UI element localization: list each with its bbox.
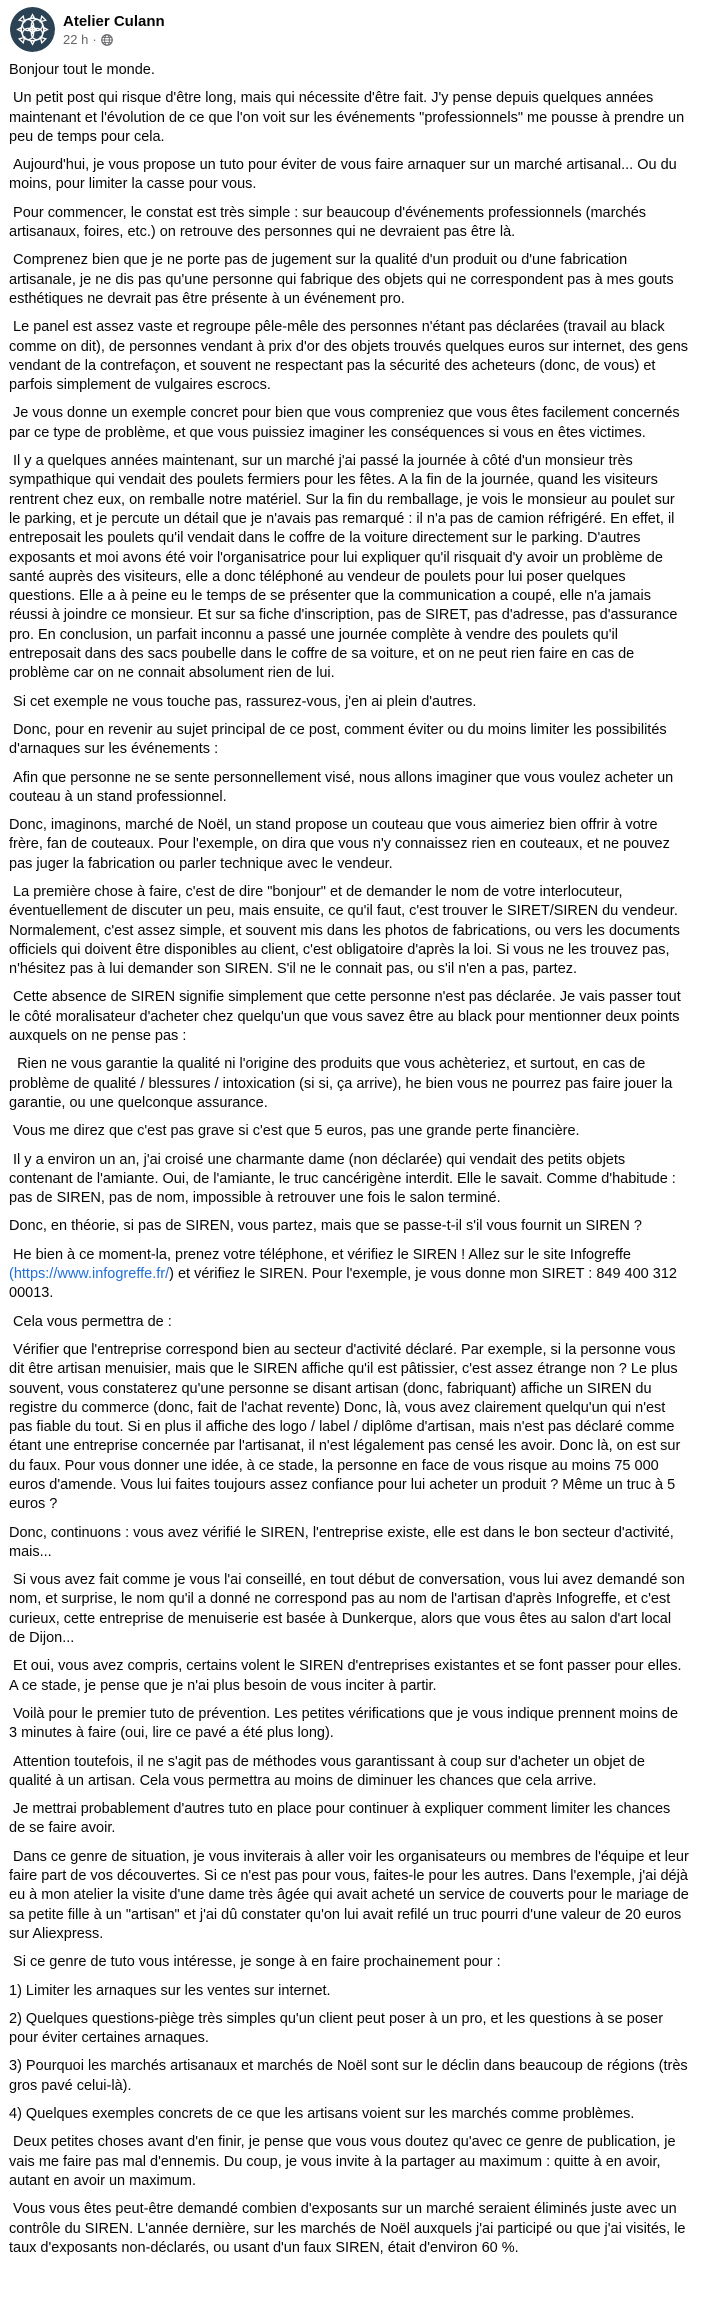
post-paragraph — [9, 1982, 690, 2001]
paragraph-text: Il y a quelques années maintenant, sur un marché j'ai passé la journée à côté d'un monsieur très sympathique qui vendait des poulets fermiers pour les fêtes. A la fin de la journée, quand les visiteurs rentrent chez eux, on remballe notre matériel. Sur la fin du remballage, je vois le monsieur au poulet sur le parking, et je percute un détail que je n'avais pas remarqué : il n'a pas de camion réfrigéré. En effet, il entreposait les poulets qu'il vendait dans le coffre de la voiture directement sur le parking. D'autres exposants et moi avons été voir l'organisatrice pour lui expliquer qu'il risquait d'y avoir un problème de santé auprès des visiteurs, elle a donc téléphoné au vendeur de poulets pour lui poser quelques questions. Elle a à peine eu le temps de se présenter que la communication a coupé, elle n'a jamais réussi à joindre ce monsieur. Et sur sa fiche d'inscription, pas de SIRET, pas d'adresse, pas d'assurance pro. En conclusion, un parfait inconnu a passé une journée complète à vendre des poulets qu'il entreposait dans des sacs poubelle dans le coffre de sa voiture, et on ne peut rien faire en cas de problème car on ne connait absolument rien de lui. — [9, 453, 682, 682]
post-paragraph — [9, 2105, 690, 2124]
paragraph-text: La première chose à faire, c'est de dire "bonjour" et de demander le nom de votre interlocuteur, éventuellement de discuter un peu, mais ensuite, ce qu'il faut, c'est trouver le SIRET/SIREN du vendeur. Normalement, c'est assez simple, et souvent mis dans les photos de fabrications, ou vers les documents officiels qui doivent être disponibles au client, c'est obligatoire d'après la loi. Si vous ne les trouvez pas, n'hésitez pas à lui demander son SIREN. S'il ne le connait pas, ou s'il n'en a pas, partez. — [9, 883, 684, 978]
paragraph-text: Il y a environ un an, j'ai croisé une charmante dame (non déclarée) qui vendait des petits objets contenant de l'amiante. Oui, de l'amiante, le truc cancérigène interdit. Elle le savait. Comme d'habitude : pas de SIREN, pas de nom, impossible à retrouver une fois le salon terminé. — [9, 1151, 680, 1207]
paragraph-text: Donc, continuons : vous avez vérifié le SIREN, l'entreprise existe, elle est dans le bon secteur d'activité, mais... — [9, 1524, 678, 1560]
post-paragraph — [9, 1848, 693, 1944]
paragraph-text: Vérifier que l'entreprise correspond bien au secteur d'activité déclaré. Par exemple, si la personne vous dit être artisan menuisier, mais que le SIREN affiche qu'il est pâtissier, c'est assez étrange non ? Le plus souvent, vous constaterez qu'une personne se disant artisan (donc, fabriquant) affiche un SIREN du registre du commerce (donc, fait de l'achat revente) Donc, là, vous avez clairement quelqu'un qui n'est pas fiable du tout. Si en plus il affiche des logo / label / diplôme d'artisan, mais n'est pas déclaré comme étant une entreprise concernée par l'artisanat, il n'est légalement pas censé les avoir. Donc là, on est sur du faux. Pour vous donner une idée, à ce stade, la personne en face de vous risque au moins 75 000 euros d'amende. Vous lui faites toujours assez confiance pour lui acheter un produit ? Même un truc à 5 euros ? — [9, 1341, 685, 1513]
paragraph-text: Donc, pour en revenir au sujet principal de ce post, comment éviter ou du moins limiter les possibilités d'arnaques sur les événements : — [9, 721, 671, 758]
post-paragraph — [9, 693, 690, 712]
post-paragraph — [9, 1524, 690, 1563]
dot-separator: · — [92, 31, 97, 47]
post-paragraph — [9, 988, 690, 1046]
post-paragraph — [9, 61, 690, 80]
meta-line — [63, 31, 165, 48]
paragraph-text: 4) Quelques exemples concrets de ce que les artisans voient sur les marchés comme problèmes. — [9, 2106, 635, 2123]
paragraph-text: Deux petites choses avant d'en finir, je pense que vous vous doutez qu'avec ce genre de publication, je vais me faire pas mal d'ennemis. Du coup, je vous invite à la partager au maximum : quitte à en avoir, autant en avoir un maximum. — [9, 2134, 680, 2189]
paragraph-text: Je vous donne un exemple concret pour bien que vous compreniez que vous êtes facilement concernés par ce type de problème, et que vous puissiez imaginer les conséquences si vous en êtes victimes. — [9, 405, 684, 441]
header-meta — [63, 12, 165, 48]
post-paragraph — [9, 721, 690, 760]
paragraph-text: Cela vous permettra de : — [9, 1313, 172, 1330]
post-paragraph — [9, 89, 690, 147]
paragraph-text: Rien ne vous garantie la qualité ni l'origine des produits que vous achèteriez, et surtout, en cas de problème de qualité / blessures / intoxication (si si, ça arrive), he bien vous ne pourrez pas faire jouer la garantie, ou une quelconque assurance. — [9, 1056, 677, 1111]
post-paragraph — [9, 404, 690, 443]
post-paragraph — [9, 1705, 690, 1744]
post-paragraph — [9, 1800, 690, 1839]
paragraph-text: 2) Quelques questions-piège très simples qu'un client peut poser à un pro, et les questions à se poser pour éviter certaines arnaques. — [9, 2010, 668, 2047]
post-paragraph — [9, 1657, 690, 1696]
paragraph-text: Bonjour tout le monde. — [9, 62, 155, 78]
paragraph-text: Si ce genre de tuto vous intéresse, je songe à en faire prochainement pour : — [9, 1954, 501, 1971]
paragraph-text: Un petit post qui risque d'être long, mais qui nécessite d'être fait. J'y pense depuis quelques années maintenant et l'évolution de ce que l'on voit sur les événements "professionnels" me pousse à prendre un peu de temps pour cela. — [9, 90, 689, 145]
paragraph-text: 3) Pourquoi les marchés artisanaux et marchés de Noël sont sur le déclin dans beaucoup de régions (très gros pavé celui-là). — [9, 2058, 692, 2094]
paragraph-text: He bien à ce moment-la, prenez votre téléphone, et vérifiez le SIREN ! Allez sur le site Infogreffe — [9, 1246, 635, 1263]
post-paragraph — [9, 816, 690, 874]
post-paragraph — [9, 1151, 690, 1209]
post-paragraph — [9, 204, 690, 243]
post-paragraph — [9, 883, 690, 979]
paragraph-text: Afin que personne ne se sente personnellement visé, nous allons imaginer que vous voulez acheter un couteau à un stand professionnel. — [9, 769, 678, 805]
paragraph-text: Je mettrai probablement d'autres tuto en place pour continuer à expliquer comment limiter les chances de se faire avoir. — [9, 1801, 675, 1837]
paragraph-text: Vous vous êtes peut-être demandé combien d'exposants sur un marché seraient éliminés juste avec un contrôle du SIREN. L'année dernière, sur les marchés de Noël auxquels j'ai participé ou que j'ai visités, le taux d'exposants non-déclarés, ou usant d'un faux SIREN, était d'environ 60 %. — [9, 2201, 690, 2256]
paragraph-text: Donc, imaginons, marché de Noël, un stand propose un couteau que vous aimeriez bien offrir à votre frère, fan de couteaux. Pour l'exemple, on dira que vous n'y connaissez rien en couteaux, et ne pouvez pas juger la fabrication ou parler technique avec le vendeur. — [9, 817, 674, 872]
post-paragraph — [9, 156, 690, 195]
post-paragraph — [9, 1953, 690, 1972]
paragraph-text: Si vous avez fait comme je vous l'ai conseillé, en tout début de conversation, vous lui avez demandé son nom, et surprise, le nom qu'il a donné ne correspond pas au nom de l'artisan d'après Infogreffe, et c'est curieux, cette entreprise de menuiserie est basée à Dunkerque, alors que vous êtes au salon d'art local de Dijon... — [9, 1572, 689, 1647]
paragraph-text: Cette absence de SIREN signifie simplement que cette personne n'est pas déclarée. Je vais passer tout le côté moralisateur d'acheter chez quelqu'un que vous savez être au black pour mentionner deux points auxquels on ne pense pas : — [9, 989, 685, 1045]
post-paragraph — [9, 2010, 690, 2049]
post-paragraph — [9, 2057, 690, 2096]
post-paragraph — [9, 1341, 690, 1515]
paragraph-text: Vous me direz que c'est pas grave si c'est que 5 euros, pas une grande perte financière. — [9, 1123, 580, 1140]
paragraph-text: Dans ce genre de situation, je vous inviterais à aller voir les organisateurs ou membres de l'équipe et leur faire part de vos découvertes. Si ce n'est pas pour vous, faites-le pour les autres. Dans l'exemple, j'ai déjà eu à mon atelier la visite d'une dame très âgée qui avait acheté un service de couverts pour le mariage de sa petite fille à un "artisan" et j'ai dû constater qu'on lui avait refilé un truc pourri d'une valeur de 20 euros sur Aliexpress. — [9, 1848, 693, 1942]
author-name[interactable]: Atelier Culann — [63, 12, 165, 30]
post-paragraph — [9, 2200, 690, 2258]
paragraph-text: Si cet exemple ne vous touche pas, rassurez-vous, j'en ai plein d'autres. — [9, 693, 477, 710]
paragraph-text: ) et vérifiez le SIREN. Pour l'exemple, je vous donne mon SIRET : 849 400 312 00013. — [9, 1266, 681, 1302]
post-paragraph — [9, 318, 693, 395]
post-paragraph — [9, 2133, 690, 2191]
paragraph-text: Pour commencer, le constat est très simple : sur beaucoup d'événements professionnels (marchés artisanaux, foires, etc.) on retrouve des personnes qui ne devraient pas être là. — [9, 204, 651, 241]
paragraph-text: Le panel est assez vaste et regroupe pêle-mêle des personnes n'étant pas déclarées (travail au black comme on dit), de personnes vendant à prix d'or des objets trouvés quelques euros sur internet, des gens vendant de la contrefaçon, et souvent ne respectant pas la sécurité des acheteurs (donc, de vous) et parfois simplement de vulgaires escrocs. — [9, 319, 693, 394]
avatar[interactable] — [10, 7, 55, 52]
post-header — [0, 0, 701, 56]
paragraph-text: 1) Limiter les arnaques sur les ventes sur internet. — [9, 1982, 331, 1999]
timestamp[interactable]: 22 h — [63, 31, 89, 47]
globe-icon — [101, 34, 113, 46]
paragraph-text: Aujourd'hui, je vous propose un tuto pour éviter de vous faire arnaquer sur un marché artisanal... Ou du moins, pour limiter la casse pour vous. — [9, 157, 681, 193]
post-body — [0, 56, 701, 2258]
paragraph-text: Comprenez bien que je ne porte pas de jugement sur la qualité d'un produit ou d'une fabrication artisanale, je ne dis pas qu'une personne qui fabrique des objets qui ne correspondent pas à mes gouts esthétiques ne devrait pas être présente à un événement pro. — [9, 252, 678, 307]
post-paragraph — [9, 1313, 690, 1332]
post-paragraph — [9, 452, 690, 684]
post-paragraph — [9, 1571, 690, 1648]
post-paragraph — [9, 1055, 690, 1113]
post-paragraph — [9, 1753, 690, 1792]
post-paragraph — [9, 1122, 690, 1141]
paragraph-text: Et oui, vous avez compris, certains volent le SIREN d'entreprises existantes et se font passer pour elles. A ce stade, je pense que je n'ai plus besoin de vous inciter à partir. — [9, 1658, 685, 1694]
paragraph-text: Attention toutefois, il ne s'agit pas de méthodes vous garantissant à coup sur d'acheter un objet de qualité à un artisan. Cela vous permettra au moins de diminuer les chances que cela arrive. — [9, 1753, 649, 1789]
paragraph-text: Donc, en théorie, si pas de SIREN, vous partez, mais que se passe-t-il s'il vous fournit un SIREN ? — [9, 1218, 643, 1235]
post-paragraph — [9, 769, 690, 808]
post-paragraph — [9, 251, 690, 309]
infogreffe-link[interactable]: (https://www.infogreffe.fr/ — [9, 1266, 170, 1283]
paragraph-text: Voilà pour le premier tuto de prévention. Les petites vérifications que je vous indique prennent moins de 3 minutes à faire (oui, lire ce pavé a été plus long). — [9, 1705, 683, 1742]
post-paragraph — [9, 1217, 690, 1236]
post-paragraph — [9, 1246, 690, 1304]
